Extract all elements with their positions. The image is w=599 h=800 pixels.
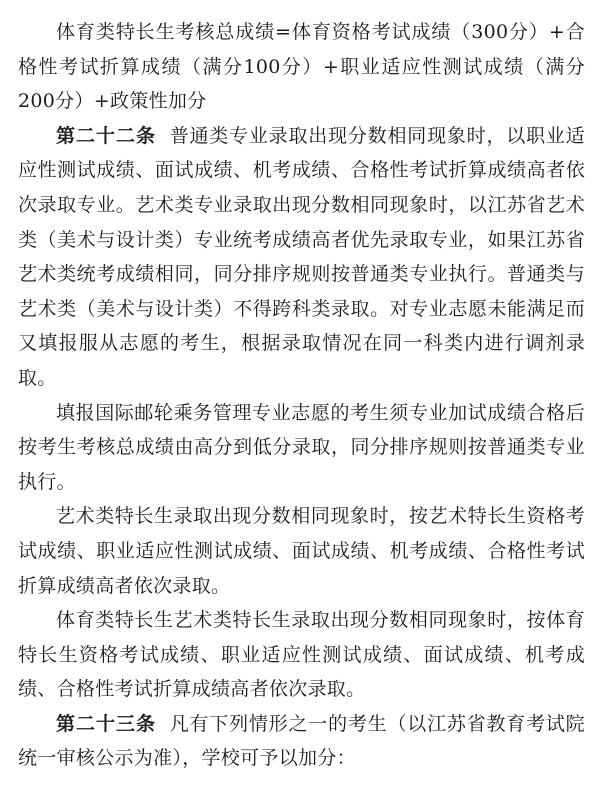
paragraph-art-specialty-tiebreak [18,499,585,603]
paragraph-text: 体育类特长生艺术类特长生录取出现分数相同现象时，按体育特长生资格考试成绩、职业适应性测试成绩、面试成绩、机考成绩、合格性考试折算成绩高者依次录取。 [18,609,585,701]
paragraph-sports-total-score-formula [18,15,585,119]
paragraph-text: 普通类专业录取出现分数相同现象时，以职业适应性测试成绩、面试成绩、机考成绩、合格性考试折算成绩高者依次录取专业。艺术类专业录取出现分数相同现象时，以江苏省艺术类（美术与设计类）专业统考成绩高者优先录取专业，如果江苏省艺术类统考成绩相同，同分排序规则按普通类专业执行。普通类与艺术类（美术与设计类）不得跨科类录取。对专业志愿未能满足而又填报服从志愿的考生，根据录取情况在同一科类内进行调剂录取。 [18,124,585,389]
paragraph-article-22 [18,119,585,396]
paragraph-text: 填报国际邮轮乘务管理专业志愿的考生须专业加试成绩合格后按考生考核总成绩由高分到低分录取，同分排序规则按普通类专业执行。 [18,401,585,493]
paragraph-text: 凡有下列情形之一的考生（以江苏省教育考试院统一审核公示为准），学校可予以加分： [18,712,585,770]
article-number: 第二十三条 [56,712,156,735]
paragraph-sports-specialty-tiebreak [18,603,585,707]
paragraph-cruise-major-admission [18,396,585,500]
paragraph-article-23 [18,707,585,776]
paragraph-text: 体育类特长生考核总成绩=体育资格考试成绩（300分）+合格性考试折算成绩（满分100分）+职业适应性测试成绩（满分200分）+政策性加分 [18,21,585,113]
paragraph-text: 艺术类特长生录取出现分数相同现象时，按艺术特长生资格考试成绩、职业适应性测试成绩、面试成绩、机考成绩、合格性考试折算成绩高者依次录取。 [18,505,585,597]
article-number: 第二十二条 [56,124,156,147]
